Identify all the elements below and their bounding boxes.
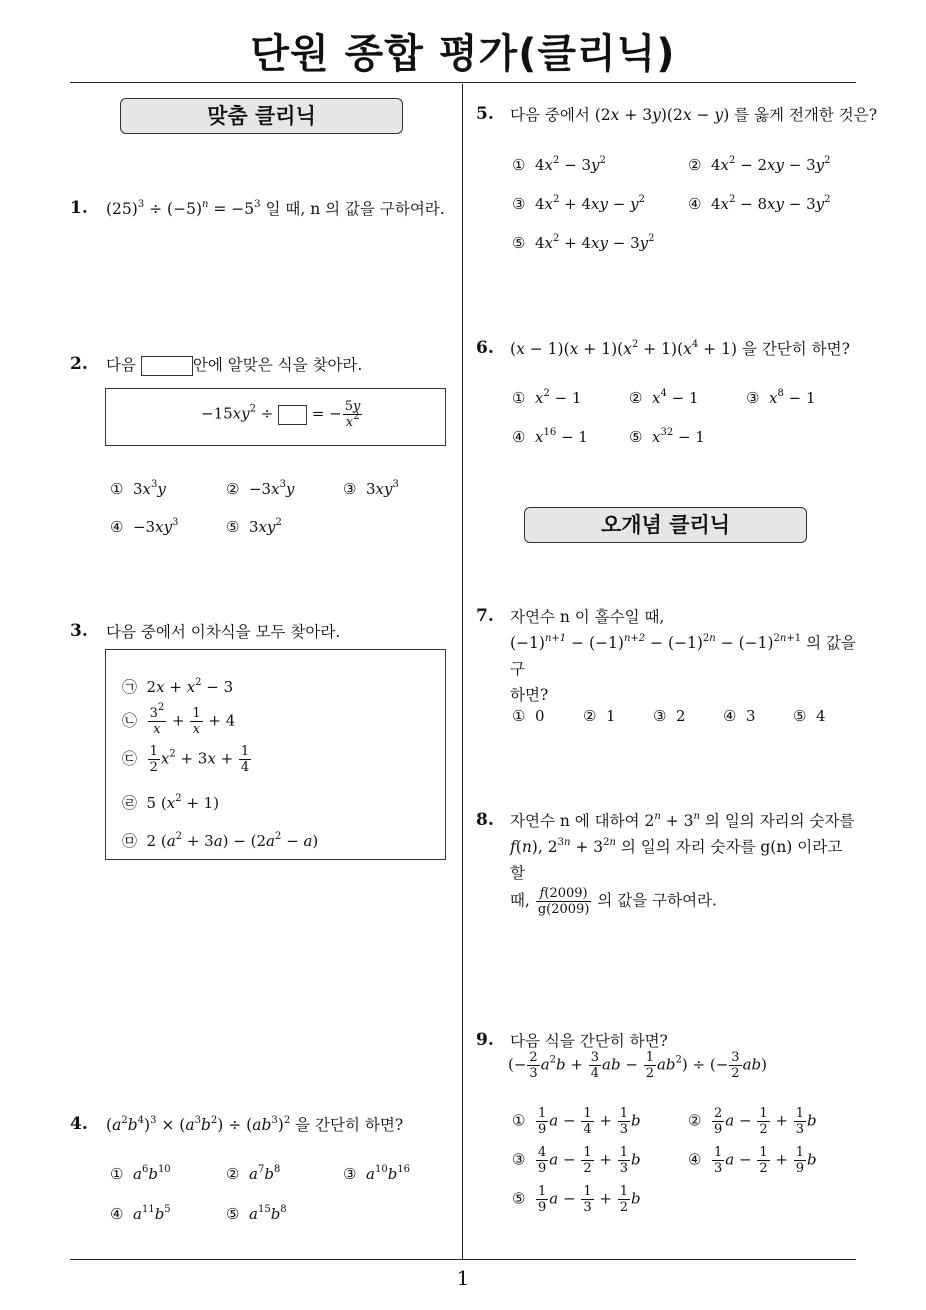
q1-prompt: 일 때, n 의 값을 구하여라.: [265, 200, 445, 218]
title-divider: [70, 82, 856, 83]
q8-line3: 때, $\frac{f(2009)}{g(2009)}$ 의 값을 구하여라.: [510, 886, 717, 917]
question-2-text: [106, 352, 362, 378]
q6-prompt: 을 간단히 하면?: [741, 340, 850, 358]
q7-option-1[interactable]: ① 0: [512, 707, 545, 725]
q2-option-1[interactable]: ① $3x^3y$: [110, 479, 166, 498]
q3-item-b: ㉡ $\frac{3^2}{x}$ + $\frac{1}{x}$ + 4: [122, 702, 236, 737]
page-title: 단원 종합 평가(클리닉): [250, 31, 676, 77]
q5-post: 를 옳게 전개한 것은?: [734, 106, 878, 124]
q6-option-3[interactable]: ③ $x^8 - 1$: [746, 388, 816, 407]
q9-option-2[interactable]: ② $\frac{2}{9}$ a − $\frac{1}{2}$ + $\frac{1}{3}$ b: [688, 1106, 817, 1137]
question-4-text: [106, 1112, 403, 1138]
q7-line2: $(-1)^{n+1} - (-1)^{n+2} - (-1)^{2n} - (-1)^{2n+1}$ 의 값을 구: [510, 633, 856, 678]
q1-expression: $(25)^3 \div (-5)^n = -5^3$: [106, 199, 261, 218]
q7-option-3[interactable]: ③ 2: [653, 707, 686, 725]
question-number: 2.: [70, 354, 88, 374]
q8-line2: f(n), $2^{3n} + 3^{2n}$ 의 일의 자리 숫자를 g(n) 이라고 할: [510, 837, 843, 882]
q6-option-2[interactable]: ② $x^4 - 1$: [629, 388, 699, 407]
q5-option-4[interactable]: ④ $4x^2 - 8xy - 3y^2$: [688, 194, 831, 213]
question-1-text: [106, 196, 445, 222]
q5-option-5[interactable]: ⑤ $4x^2 + 4xy - 3y^2$: [512, 233, 655, 252]
q5-pre: 다음 중에서: [510, 106, 590, 124]
q2-equation-box: [105, 388, 446, 446]
q4-option-5[interactable]: ⑤ $a^{15}b^8$: [226, 1204, 287, 1223]
q2-option-3[interactable]: ③ $3xy^3$: [343, 479, 399, 498]
q5-option-3[interactable]: ③ $4x^2 + 4xy - y^2$: [512, 194, 645, 213]
q7-option-2[interactable]: ② 1: [583, 707, 616, 725]
section-header-misconception-clinic: 오개념 클리닉: [524, 507, 807, 543]
q8-line1: 자연수 n 에 대하여 $2^n + 3^n$ 의 일의 자리의 숫자를: [510, 811, 855, 830]
q3-item-a: ㉠ $2x + x^2 - 3$: [122, 677, 234, 696]
q4-expression: $(a^2b^4)^3 \times (a^3b^2) \div (ab^3)^2$: [106, 1115, 291, 1134]
question-number: 9.: [476, 1030, 494, 1050]
column-divider: [462, 84, 463, 1260]
q6-option-4[interactable]: ④ $x^{16} - 1$: [512, 427, 588, 446]
question-number: 8.: [476, 810, 494, 830]
page-number: 1: [456, 1266, 470, 1290]
q7-option-4[interactable]: ④ 3: [723, 707, 756, 725]
q5-option-2[interactable]: ② $4x^2 - 2xy - 3y^2$: [688, 155, 831, 174]
question-number: 4.: [70, 1114, 88, 1134]
q6-option-5[interactable]: ⑤ $x^{32} - 1$: [629, 427, 705, 446]
q7-line3: 하면?: [510, 686, 549, 704]
q4-option-1[interactable]: ① $a^6b^{10}$: [110, 1164, 171, 1183]
question-number: 3.: [70, 621, 88, 641]
question-3-text: 다음 중에서 이차식을 모두 찾아라.: [106, 623, 341, 641]
section-header-custom-clinic: 맞춤 클리닉: [120, 98, 403, 134]
q3-item-e: ㉤ 2 $(a^2 + 3a) - (2a^2 - a)$: [122, 831, 319, 850]
question-8-text: [510, 808, 862, 917]
q7-line1: 자연수 n 이 홀수일 때,: [510, 608, 665, 626]
q9-option-3[interactable]: ③ $\frac{4}{9}$ a − $\frac{1}{2}$ + $\frac{1}{3}$ b: [512, 1145, 641, 1176]
q3-item-c: ㉢ $\frac{1}{2}$ $x^2 + 3x$ + $\frac{1}{4}$: [122, 744, 250, 775]
q4-option-2[interactable]: ② $a^7b^8$: [226, 1164, 281, 1183]
q4-option-3[interactable]: ③ $a^{10}b^{16}$: [343, 1164, 411, 1183]
q2-option-4[interactable]: ④ $-3xy^3$: [110, 517, 179, 536]
q2-post: 안에 알맞은 식을 찾아라.: [192, 356, 363, 374]
question-7-text: [510, 604, 860, 708]
question-5-text: 다음 중에서 (2x + 3y)(2x − y) 를 옳게 전개한 것은?: [510, 106, 878, 124]
q9-option-5[interactable]: ⑤ $\frac{1}{9}$ a − $\frac{1}{3}$ + $\frac{1}{2}$ b: [512, 1184, 641, 1215]
q7-option-5[interactable]: ⑤ 4: [793, 707, 826, 725]
q5-option-1[interactable]: ① $4x^2 - 3y^2$: [512, 155, 606, 174]
answer-blank: [141, 356, 193, 376]
q2-option-2[interactable]: ② $-3x^3y$: [226, 479, 295, 498]
question-number: 6.: [476, 338, 494, 358]
q2-pre: 다음: [106, 356, 136, 374]
question-number: 5.: [476, 104, 494, 124]
q2-equation: $-15xy^2$ ÷ = − $\frac{5y}{x^2}$: [201, 399, 361, 430]
q2-option-5[interactable]: ⑤ $3xy^2$: [226, 517, 282, 536]
q4-prompt: 을 간단히 하면?: [295, 1116, 404, 1134]
question-number: 7.: [476, 606, 494, 626]
question-number: 1.: [70, 198, 88, 218]
q4-option-4[interactable]: ④ $a^{11}b^5$: [110, 1204, 171, 1223]
footer-divider: [70, 1259, 856, 1260]
q9-expression: (− $\frac{2}{3}$ $a^2b$ + $\frac{3}{4}$ ab − $\frac{1}{2}$ $ab^2$) ÷ (− $\frac{3}{2}$ ab): [508, 1050, 767, 1081]
question-6-text: $(x - 1)(x + 1)(x^2 + 1)(x^4 + 1)$ 을 간단히 하면?: [510, 339, 850, 358]
question-9-text: 다음 식을 간단히 하면?: [510, 1032, 668, 1050]
q9-option-1[interactable]: ① $\frac{1}{9}$ a − $\frac{1}{4}$ + $\frac{1}{3}$ b: [512, 1106, 641, 1137]
q6-option-1[interactable]: ① $x^2 - 1$: [512, 388, 582, 407]
q3-item-d: ㉣ 5 $(x^2 + 1)$: [122, 793, 220, 812]
q9-option-4[interactable]: ④ $\frac{1}{3}$ a − $\frac{1}{2}$ + $\frac{1}{9}$ b: [688, 1145, 817, 1176]
